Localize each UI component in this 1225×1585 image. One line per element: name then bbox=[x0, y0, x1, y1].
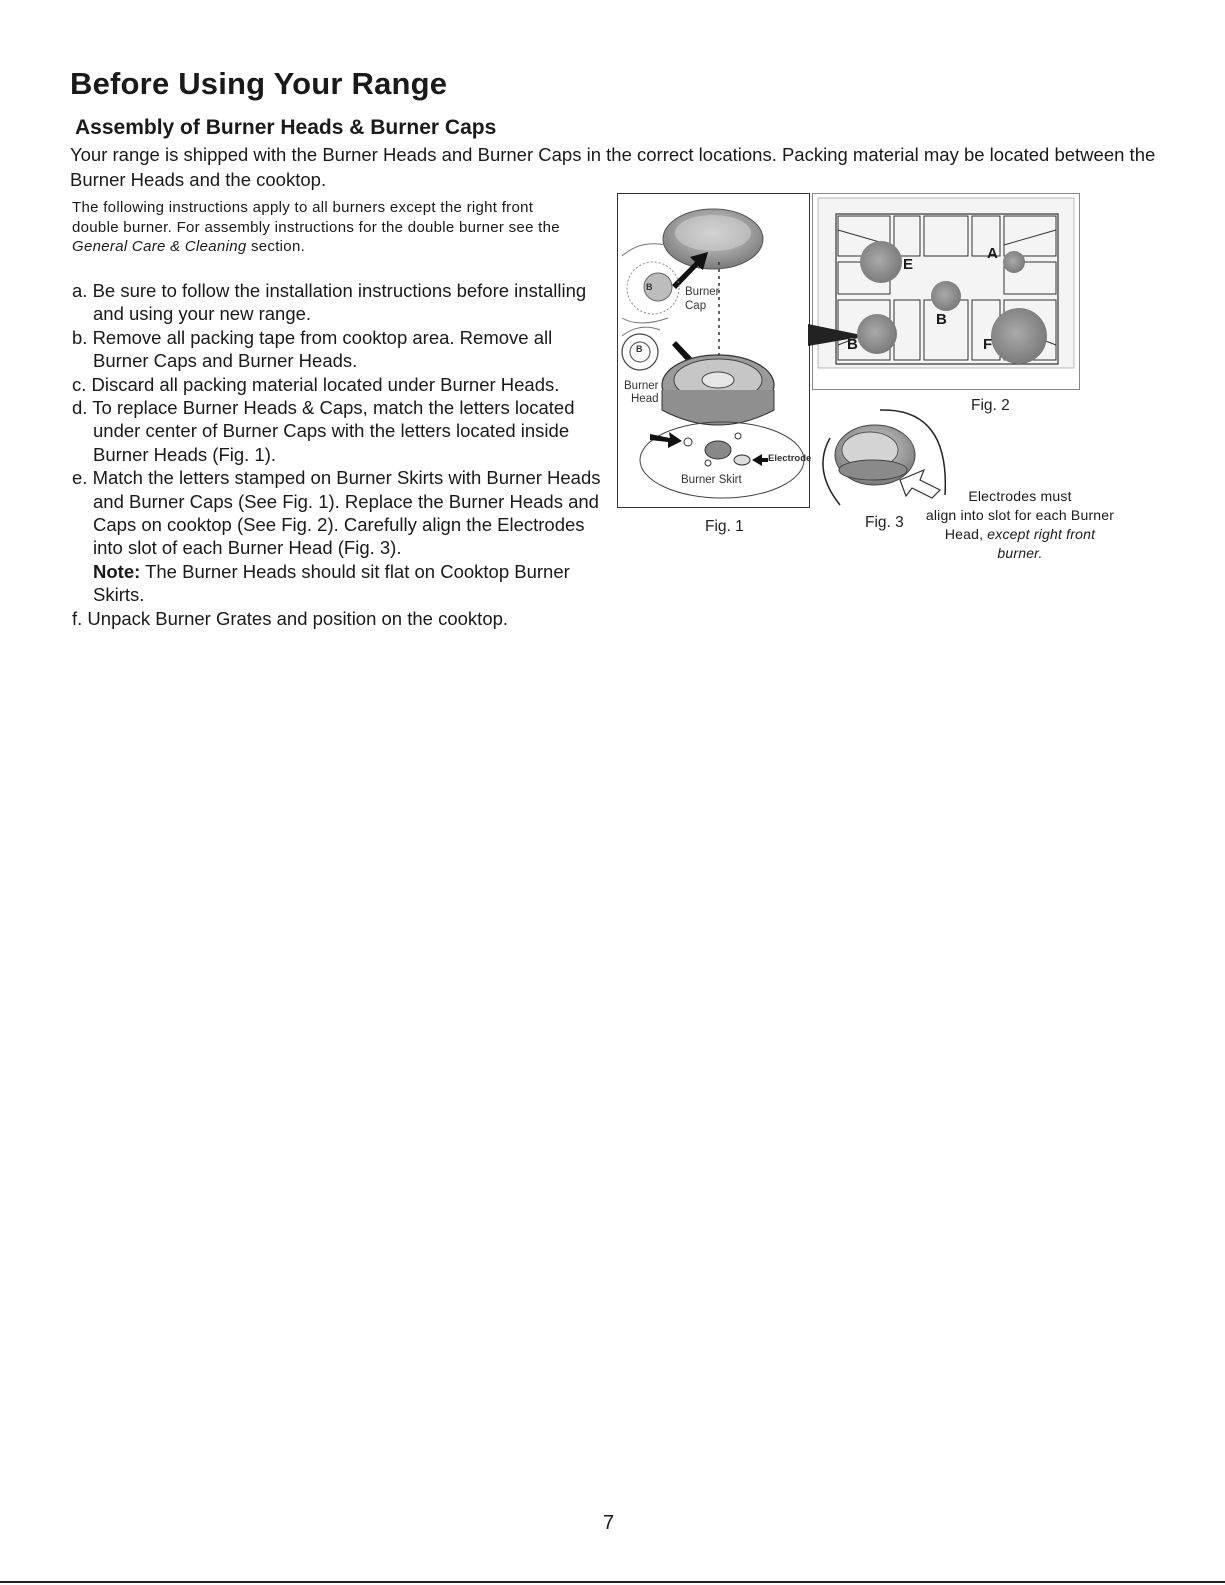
cap-letter: B bbox=[646, 282, 653, 292]
bottom-rule bbox=[0, 1581, 1225, 1583]
fig3-caption-italic-2: burner. bbox=[997, 545, 1043, 561]
electrode-label: Electrode bbox=[768, 453, 812, 464]
burner-letter-e: E bbox=[903, 256, 914, 273]
fig3-caption-line1: Electrodes must bbox=[968, 488, 1072, 504]
burner-cap-label-2: Cap bbox=[685, 300, 707, 312]
burner-head-label: Burner bbox=[624, 380, 659, 392]
burner-head-label-2: Head bbox=[631, 393, 659, 405]
head-letter: B bbox=[636, 344, 643, 354]
care-cleaning-reference: General Care & Cleaning bbox=[72, 238, 247, 255]
fig1-label: Fig. 1 bbox=[705, 518, 744, 535]
step-e-text: e. Match the letters stamped on Burner Skirts with Burner Heads and Burner Caps (See Fig. 1). Replace the Burner Heads and Caps on cooktop (See Fig. 2). Carefully align the Electrodes into slot of each Burner Head (Fig. 3). bbox=[72, 467, 601, 559]
burner-b-dot bbox=[857, 314, 897, 354]
page-number: 7 bbox=[603, 1512, 615, 1534]
burner-letter-f: F bbox=[983, 336, 993, 353]
intro-paragraph: Your range is shipped with the Burner Heads and Burner Caps in the correct locations. Packing material may be located between the Burner Heads and the cooktop. bbox=[70, 144, 1156, 190]
burner-f-dot bbox=[991, 308, 1047, 364]
fig2-label: Fig. 2 bbox=[971, 397, 1010, 414]
burner-skirt-label: Burner Skirt bbox=[681, 474, 742, 486]
burner-e-dot bbox=[860, 241, 902, 283]
electrode-arrow-icon bbox=[752, 454, 768, 466]
fig3-caption bbox=[920, 487, 1120, 563]
step-c: c. Discard all packing material located under Burner Heads. bbox=[72, 373, 560, 395]
burner-letter-center-b: B bbox=[936, 311, 947, 328]
burner-letter-a: A bbox=[987, 245, 998, 262]
page-title: Before Using Your Range bbox=[70, 66, 448, 101]
fig3-caption-italic: except right front bbox=[987, 526, 1096, 542]
fig3-label: Fig. 3 bbox=[865, 514, 904, 531]
burner-center-dot bbox=[931, 281, 961, 311]
step-d: d. To replace Burner Heads & Caps, match the letters located under center of Burner Caps with the letters located inside Burner Heads (Fig. 1). bbox=[72, 397, 575, 465]
skirt-arrow-icon bbox=[650, 432, 682, 448]
burner-a-dot bbox=[1003, 251, 1025, 273]
step-e-note-label: Note: bbox=[93, 560, 141, 582]
burner-note-text: The following instructions apply to all burners except the right front double burner. For assembly instructions for the double burner see the bbox=[72, 199, 560, 236]
fig3-caption-line3: Head, bbox=[944, 526, 988, 542]
section-title: Assembly of Burner Heads & Burner Caps bbox=[75, 116, 497, 139]
burner-cap-label: Burner bbox=[685, 286, 720, 298]
burner-letter-b: B bbox=[847, 336, 858, 353]
step-a: a. Be sure to follow the installation instructions before installing and using your new range. bbox=[72, 280, 587, 325]
fig3-caption-line2: align into slot for each Burner bbox=[925, 507, 1115, 523]
step-b: b. Remove all packing tape from cooktop area. Remove all Burner Caps and Burner Heads. bbox=[72, 326, 553, 372]
step-f: f. Unpack Burner Grates and position on the cooktop. bbox=[72, 607, 509, 629]
burner-note-end: section. bbox=[246, 238, 306, 255]
step-e-note-text: The Burner Heads should sit flat on Cooktop Burner Skirts. bbox=[93, 560, 570, 606]
